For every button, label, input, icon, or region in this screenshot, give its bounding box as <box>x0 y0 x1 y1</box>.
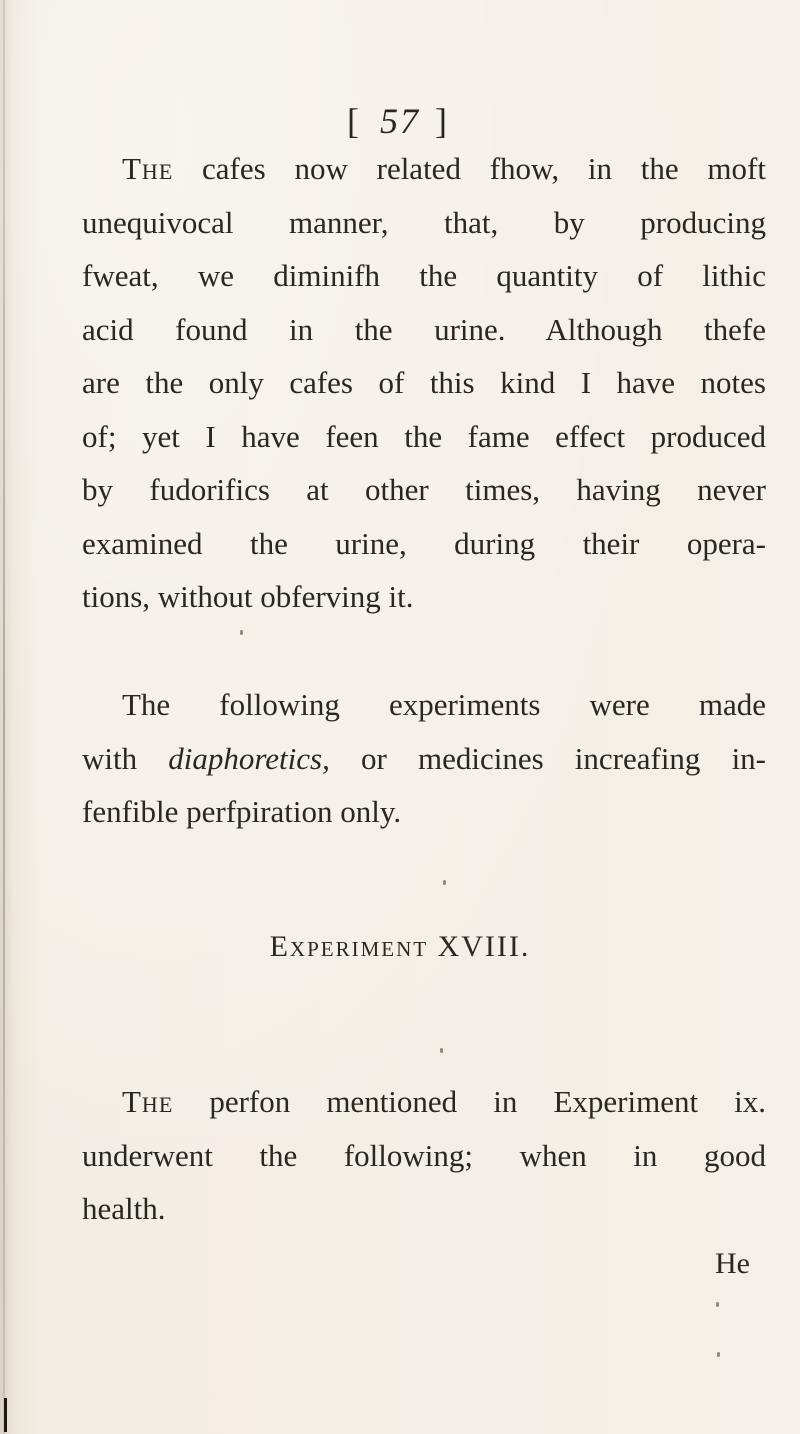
paragraph-cases <box>82 142 766 624</box>
text-line: The perfon mentioned in Experiment ix. <box>122 1084 766 1119</box>
text-line: fweat, we diminifh the quantity of lithic <box>82 258 766 293</box>
page-number: 57 <box>380 101 420 141</box>
text-line: acid found in the urine. Although thefe <box>82 311 766 347</box>
text-line: tions, without obferving it. <box>82 579 414 614</box>
paper-speck <box>716 1302 719 1307</box>
text-line: are the only cafes of this kind I have notes <box>82 365 766 400</box>
text-line: underwent the following; when in good <box>82 1137 766 1173</box>
text-line: examined the urine, during their opera- <box>82 525 766 561</box>
experiment-label: Experiment <box>269 930 429 963</box>
page-header <box>0 100 800 142</box>
text-line: fenfible perfpiration only. <box>82 794 402 829</box>
lead-word: The <box>122 1084 174 1119</box>
text-line: health. <box>82 1191 166 1226</box>
paper-speck <box>443 880 446 885</box>
catchword: He <box>715 1247 750 1280</box>
page-gutter <box>3 0 5 1434</box>
text-line: The following experiments were made <box>122 687 766 722</box>
text-line: by fudorifics at other times, having never <box>82 472 766 507</box>
paragraph-experiment-body <box>82 1075 766 1236</box>
paper-speck <box>240 630 243 635</box>
text-line: with diaphoretics, or medicines increafing in- <box>82 740 767 776</box>
experiment-heading <box>0 930 800 964</box>
bracket-open: [ <box>347 101 365 141</box>
lead-word: The <box>122 151 174 186</box>
bracket-close: ] <box>435 101 453 141</box>
paper-speck <box>440 1048 443 1053</box>
gutter-ink-mark <box>4 1398 7 1432</box>
text-line: unequivocal manner, that, by producing <box>82 204 766 240</box>
italic-term: diaphoretics, <box>168 740 330 776</box>
paper-speck <box>717 1352 720 1357</box>
paragraph-experiments-intro <box>82 678 766 839</box>
experiment-numeral: XVIII. <box>437 930 531 963</box>
text-line: The cafes now related fhow, in the moft <box>122 151 766 186</box>
text-line: of; yet I have feen the fame effect produced <box>82 418 766 454</box>
